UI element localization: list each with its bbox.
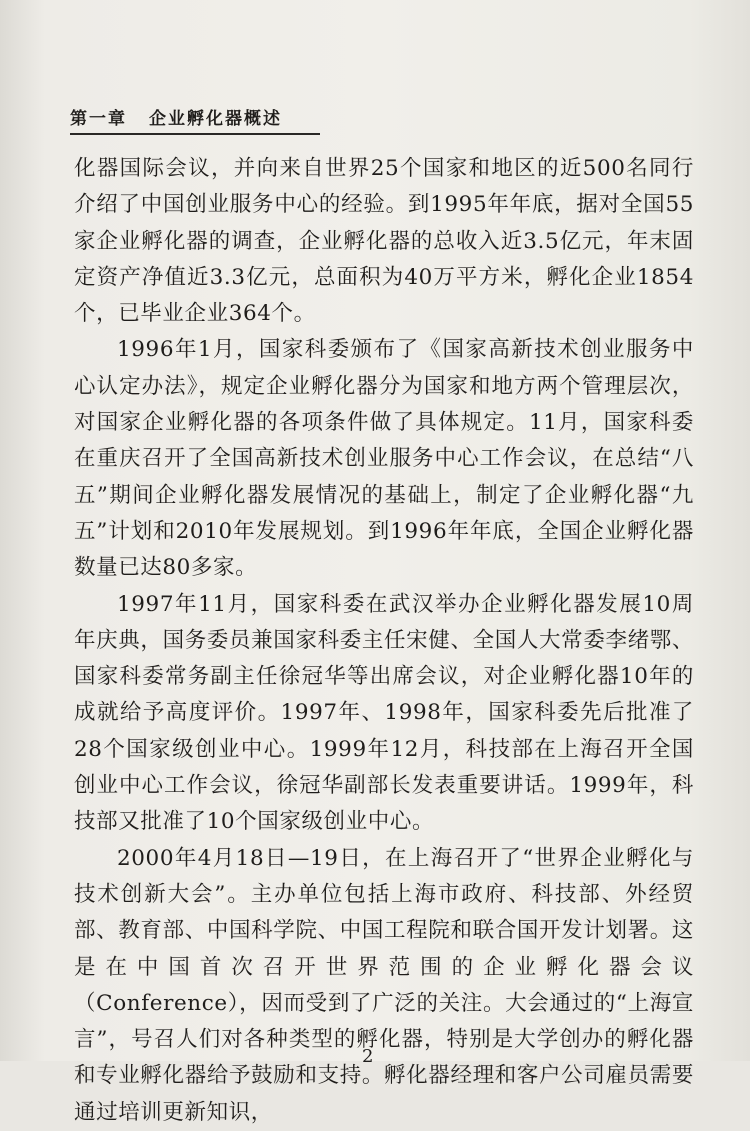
running-header — [70, 104, 320, 135]
page-number: 2 — [362, 1046, 374, 1067]
body-text — [74, 151, 694, 1131]
paragraph-4: 2000年4月18日—19日，在上海召开了“世界企业孵化与技术创新大会”。主办单位包括上海市政府、科技部、外经贸部、教育部、中国科学院、中国工程院和联合国开发计划署。这是在中国首次召开世界范围的企业孵化器会议（Conference），因而受到了广泛的关注。大会通过的“上海宣言”，号召人们对各种类型的孵化器，特别是大学创办的孵化器和专业孵化器给予鼓励和支持。孵化器经理和客户公司雇员需要通过培训更新知识， — [74, 845, 694, 1125]
paragraph-2: 1996年1月，国家科委颁布了《国家高新技术创业服务中心认定办法》，规定企业孵化器分为国家和地方两个管理层次，对国家企业孵化器的各项条件做了具体规定。11月，国家科委在重庆召开了全国高新技术创业服务中心工作会议，在总结“八五”期间企业孵化器发展情况的基础上，制定了企业孵化器“九五”计划和2010年发展规划。到1996年年底，全国企业孵化器数量已达80多家。 — [74, 337, 694, 581]
chapter-title: 企业孵化器概述 — [149, 109, 282, 129]
paragraph-1: 化器国际会议，并向来自世界25个国家和地区的近500名同行介绍了中国创业服务中心的经验。到1995年年底，据对全国55家企业孵化器的调查，企业孵化器的总收入近3.5亿元，年末固定资产净值近3.3亿元，总面积为40万平方米，孵化企业1854个，已毕业企业364个。 — [74, 156, 694, 327]
chapter-label: 第一章 — [70, 109, 127, 129]
paragraph-3: 1997年11月，国家科委在武汉举办企业孵化器发展10周年庆典，国务委员兼国家科委主任宋健、全国人大常委李绪鄂、国家科委常务副主任徐冠华等出席会议，对企业孵化器10年的成就给予高度评价。1997年、1998年，国家科委先后批准了28个国家级创业中心。1999年12月，科技部在上海召开全国创业中心工作会议，徐冠华副部长发表重要讲话。1999年，科技部又批准了10个国家级创业中心。 — [74, 591, 694, 835]
